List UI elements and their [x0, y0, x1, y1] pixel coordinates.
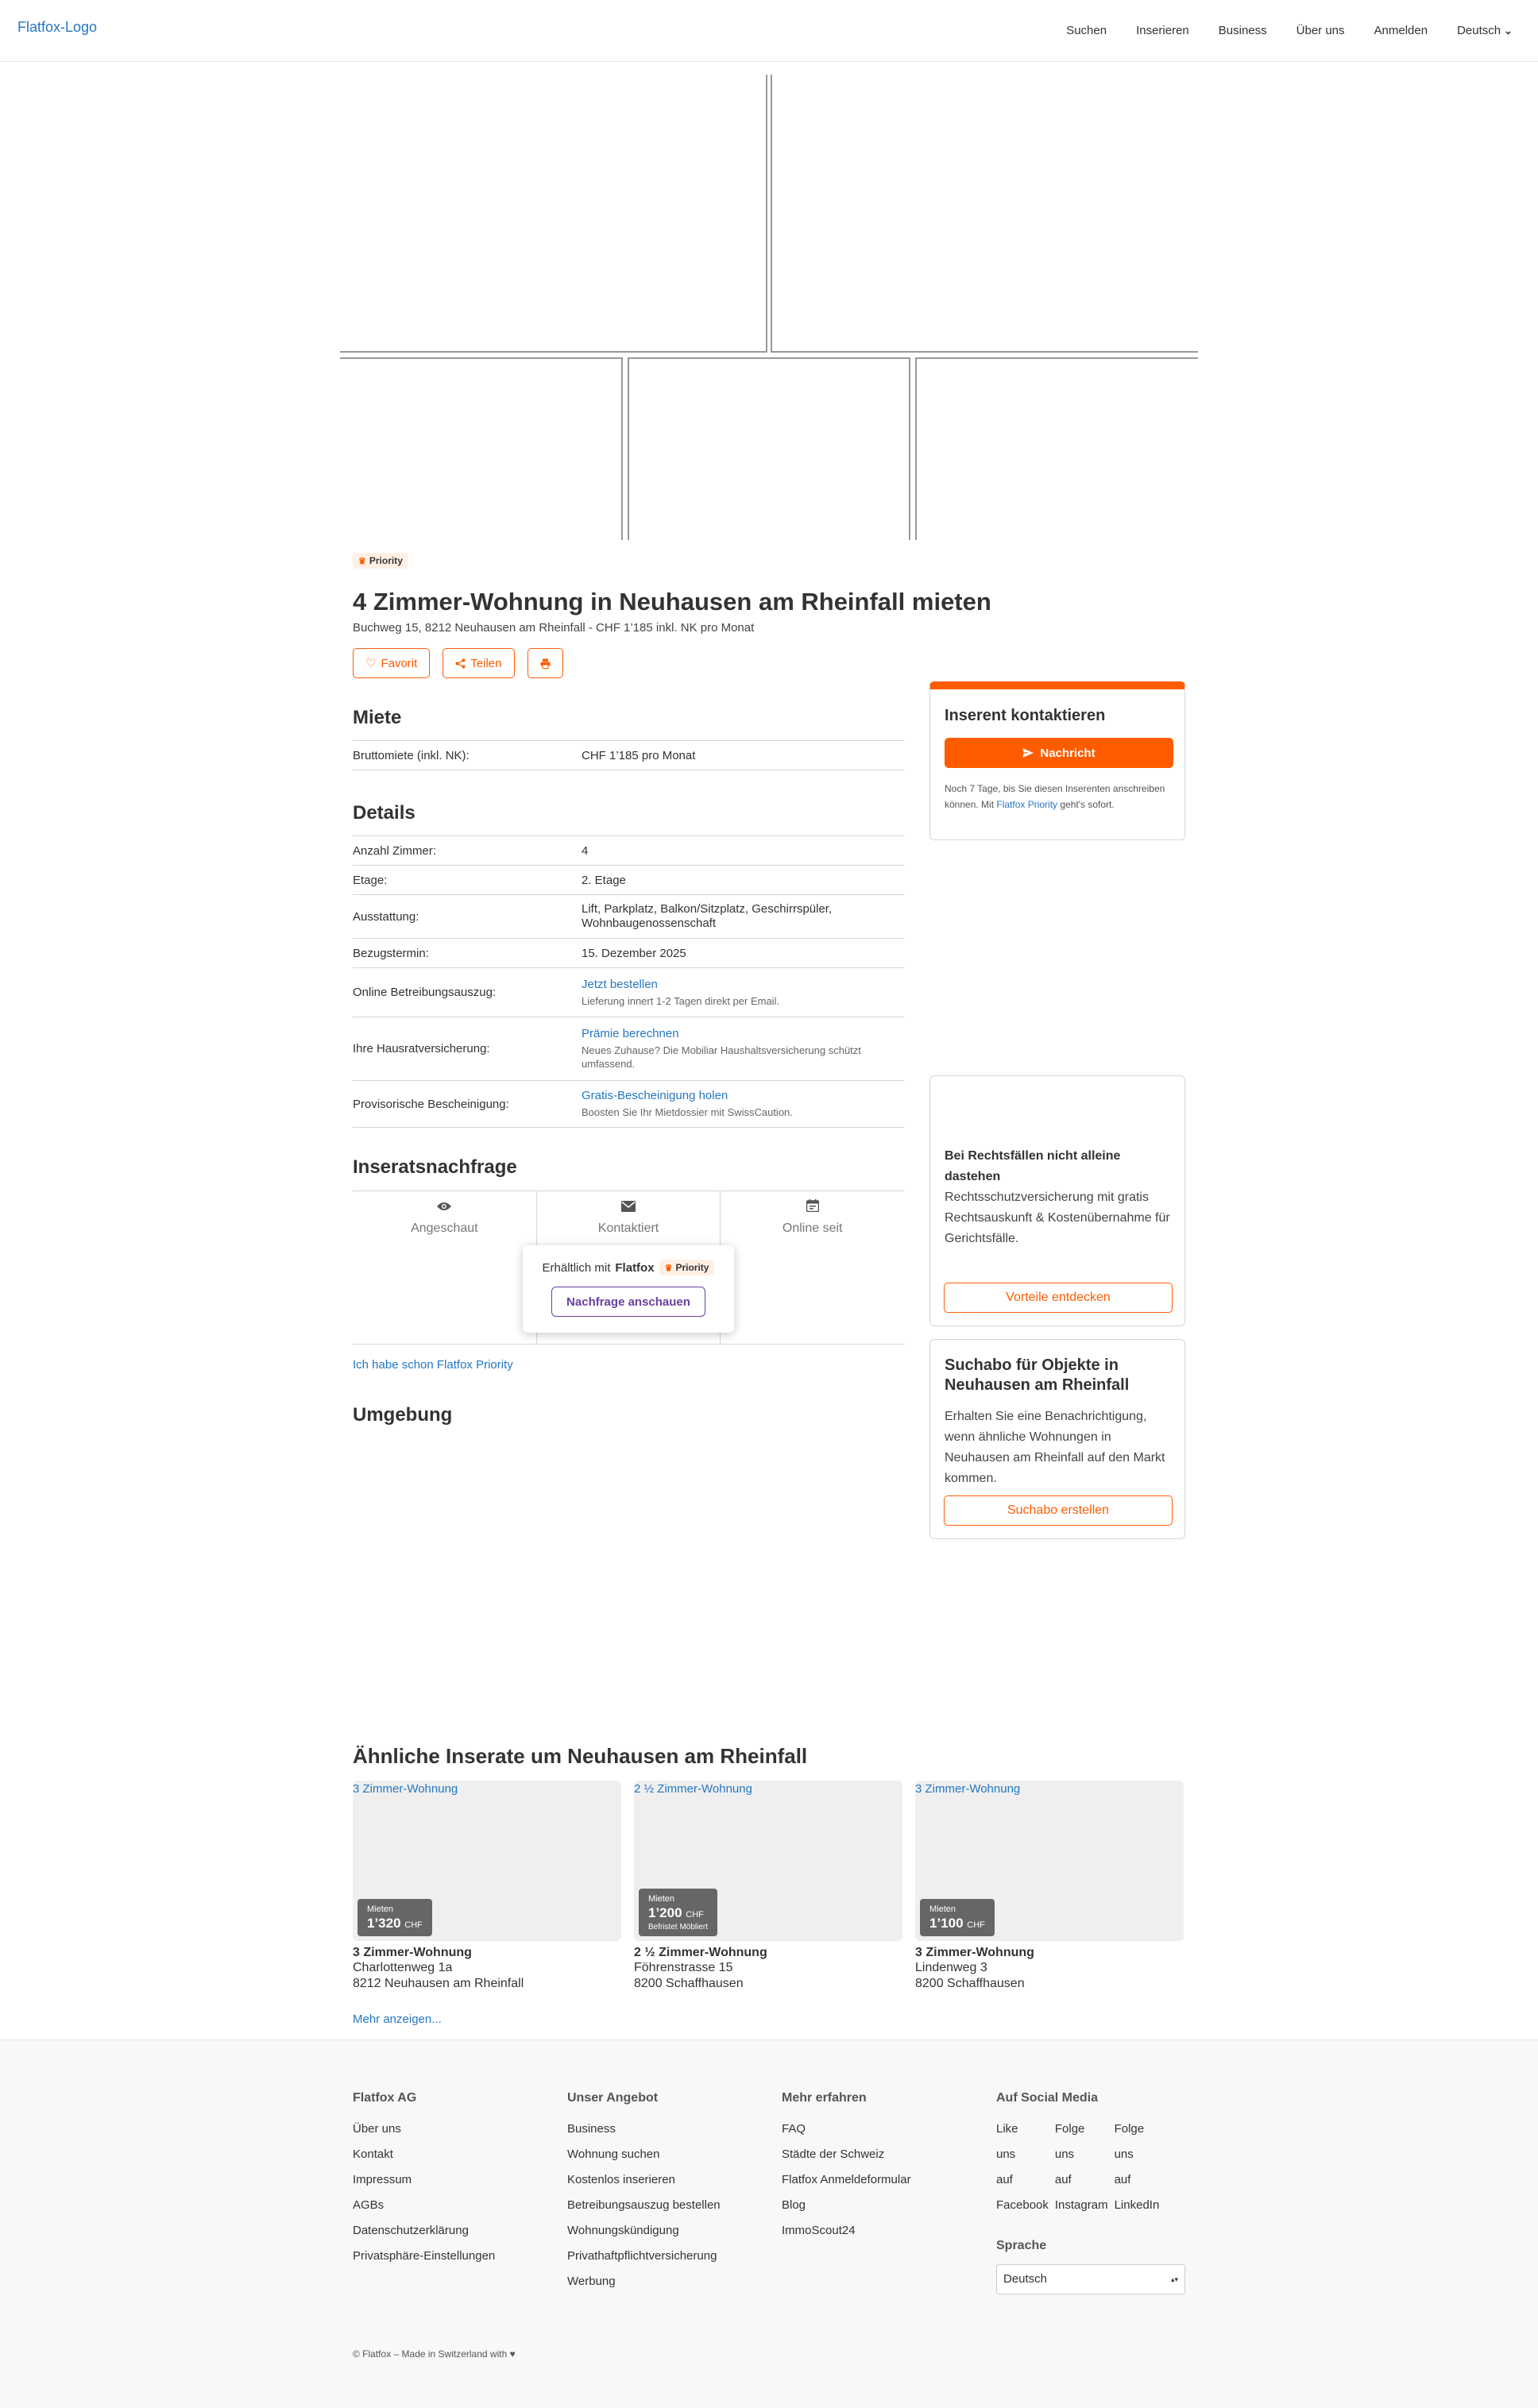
- listing-subtitle: Buchweg 15, 8212 Neuhausen am Rheinfall - CHF 1’185 inkl. NK pro Monat: [353, 621, 755, 635]
- price-currency: CHF: [967, 1920, 985, 1930]
- gallery-photo-2[interactable]: [771, 75, 1198, 353]
- listing-card[interactable]: [915, 1781, 1184, 1992]
- footer-col-title: Flatfox AG: [353, 2091, 417, 2105]
- price-amount: 1’100: [929, 1916, 964, 1931]
- details-title: Details: [353, 802, 415, 824]
- social-word: auf: [1114, 2173, 1131, 2186]
- betreibungsauszug-link[interactable]: Jetzt bestellen: [582, 977, 658, 991]
- price-value: [367, 1916, 423, 1931]
- row-hint: Lieferung innert 1-2 Tagen direkt per Email.: [582, 994, 780, 1007]
- listing-card-image[interactable]: [915, 1781, 1184, 1941]
- table-row: [353, 865, 904, 894]
- stat-label: Angeschaut: [411, 1221, 478, 1235]
- table-row: [353, 938, 904, 967]
- crown-icon: ♛: [358, 556, 366, 566]
- listing-card-street: Charlottenweg 1a: [353, 1961, 453, 1974]
- listing-title: 4 Zimmer-Wohnung in Neuhausen am Rheinfall mieten: [353, 588, 991, 616]
- row-key: Bruttomiete (inkl. NK):: [353, 748, 470, 762]
- footer-link[interactable]: Impressum: [353, 2173, 412, 2186]
- share-label: Teilen: [470, 656, 502, 670]
- social-word: Like: [996, 2122, 1018, 2136]
- crown-icon: ♛: [664, 1263, 673, 1273]
- search-subscription-card: [929, 1339, 1185, 1539]
- footer-col-title: Unser Angebot: [567, 2091, 659, 2105]
- table-row: [353, 1017, 904, 1080]
- row-value: [582, 978, 904, 1008]
- row-key: Bezugstermin:: [353, 946, 429, 960]
- nav-inserieren[interactable]: Inserieren: [1136, 24, 1189, 37]
- priority-popup: [523, 1245, 734, 1333]
- send-icon: [1022, 748, 1034, 758]
- contact-card: [929, 681, 1185, 840]
- listing-card-image[interactable]: [353, 1781, 621, 1941]
- image-alt-text: 3 Zimmer-Wohnung: [915, 1782, 1021, 1796]
- gallery-photo-5[interactable]: [915, 357, 1198, 540]
- row-value: CHF 1’185 pro Monat: [582, 748, 696, 762]
- instagram-link[interactable]: [1055, 2117, 1108, 2218]
- chevron-down-icon: ⌄: [1504, 24, 1513, 37]
- price-value: [929, 1916, 985, 1931]
- price-label: Mieten: [367, 1904, 394, 1914]
- price-amount: 1’200: [648, 1905, 682, 1920]
- priority-badge: [353, 553, 408, 569]
- listing-card[interactable]: [634, 1781, 902, 1992]
- flatfox-logo[interactable]: Flatfox-Logo: [17, 19, 98, 35]
- price-label: Mieten: [648, 1894, 675, 1904]
- discover-benefits-button[interactable]: Vorteile entdecken: [944, 1283, 1173, 1313]
- show-more-link[interactable]: Mehr anzeigen...: [353, 2012, 442, 2026]
- listing-card[interactable]: [353, 1781, 621, 1992]
- language-title: Sprache: [996, 2239, 1047, 2252]
- note-text-end: geht's sofort.: [1057, 799, 1115, 810]
- abo-text: Erhalten Sie eine Benachrichtigung, wenn ähnliche Wohnungen in Neuhausen am Rheinfall auf den Markt kommen.: [945, 1410, 1165, 1485]
- priority-badge-label: Priority: [675, 1262, 709, 1273]
- price-tag: [920, 1899, 995, 1936]
- flatfox-priority-link[interactable]: Flatfox Priority: [996, 799, 1058, 810]
- favorite-button[interactable]: [353, 648, 430, 678]
- social-word: Facebook: [996, 2198, 1049, 2212]
- image-alt-text: 3 Zimmer-Wohnung: [353, 1782, 458, 1796]
- listing-card-city: 8200 Schaffhausen: [915, 1977, 1025, 1990]
- social-word: uns: [996, 2148, 1016, 2161]
- listing-card-title: 3 Zimmer-Wohnung: [353, 1946, 472, 1959]
- listing-card-image[interactable]: [634, 1781, 902, 1941]
- social-word: Folge: [1054, 2122, 1085, 2136]
- nav-suchen[interactable]: Suchen: [1066, 24, 1107, 37]
- similar-title: Ähnliche Inserate um Neuhausen am Rheinfall: [353, 1744, 808, 1768]
- language-dropdown[interactable]: [1457, 24, 1513, 37]
- row-value: 15. Dezember 2025: [582, 946, 686, 960]
- footer-link[interactable]: Datenschutzerklärung: [353, 2224, 469, 2237]
- legal-protection-card: [929, 1075, 1185, 1326]
- listing-actions: [353, 648, 563, 678]
- price-value: [648, 1905, 708, 1921]
- language-label: Deutsch: [1457, 24, 1501, 37]
- heart-icon: ♡: [365, 657, 377, 670]
- nav-business[interactable]: Business: [1218, 24, 1267, 37]
- share-icon: [455, 658, 466, 669]
- similar-listings: [353, 1781, 1185, 1992]
- social-word: auf: [996, 2173, 1013, 2186]
- message-button[interactable]: [945, 738, 1173, 768]
- footer-link[interactable]: Kontakt: [353, 2148, 393, 2161]
- social-word: uns: [1114, 2148, 1134, 2161]
- footer-col-title: Auf Social Media: [996, 2091, 1099, 2105]
- social-word: auf: [1054, 2173, 1072, 2186]
- note-text: Noch 7 Tage, bis Sie diesen Inserenten anschreiben können. Mit: [945, 783, 1165, 810]
- popup-brand: Flatfox: [615, 1260, 655, 1275]
- footer-link[interactable]: Werbung: [567, 2275, 616, 2288]
- legal-text: Rechtsschutzversicherung mit gratis Rechtsauskunft & Kostenübernahme für Gerichtsfälle.: [945, 1190, 1170, 1245]
- legal-title: Bei Rechtsfällen nicht alleine dastehen: [945, 1149, 1121, 1183]
- priority-badge-label: Priority: [369, 555, 403, 566]
- row-hint: Neues Zuhause? Die Mobiliar Haushaltsversicherung schützt umfassend.: [582, 1044, 861, 1070]
- favorite-label: Favorit: [381, 656, 418, 670]
- share-button[interactable]: [442, 648, 514, 678]
- table-row: [353, 1080, 904, 1128]
- view-inquiry-button[interactable]: Nachfrage anschauen: [551, 1287, 705, 1317]
- footer-link[interactable]: Kostenlos inserieren: [567, 2173, 675, 2186]
- gallery-photo-4[interactable]: [628, 357, 910, 540]
- price-tag: [639, 1889, 717, 1936]
- priority-badge: [659, 1260, 715, 1275]
- footer-link[interactable]: Betreibungsauszug bestellen: [567, 2198, 721, 2212]
- stat-viewed: [353, 1191, 537, 1344]
- eye-icon: [353, 1199, 536, 1217]
- create-subscription-button[interactable]: Suchabo erstellen: [944, 1495, 1173, 1526]
- nav-anmelden[interactable]: Anmelden: [1374, 24, 1428, 37]
- site-footer: [0, 2039, 1538, 2408]
- listing-card-city: 8200 Schaffhausen: [634, 1977, 744, 1990]
- popup-line: [523, 1260, 734, 1275]
- listing-card-title: 3 Zimmer-Wohnung: [915, 1946, 1034, 1959]
- hausrat-link[interactable]: Prämie berechnen: [582, 1027, 679, 1040]
- main-nav: [1037, 24, 1513, 37]
- table-row: [353, 740, 904, 770]
- details-table: [353, 835, 904, 1128]
- row-key: Online Betreibungsauszug:: [353, 986, 497, 999]
- footer-link[interactable]: ImmoScout24: [782, 2224, 856, 2237]
- abo-title: Suchabo für Objekte in Neuhausen am Rheinfall: [945, 1356, 1130, 1394]
- row-value: [582, 1089, 904, 1119]
- footer-link[interactable]: Über uns: [353, 2122, 401, 2136]
- social-links: [996, 2117, 1185, 2218]
- image-alt-text: 2 ½ Zimmer-Wohnung: [634, 1782, 752, 1796]
- print-button[interactable]: [527, 648, 563, 678]
- social-word: Folge: [1114, 2122, 1145, 2136]
- footer-link[interactable]: Wohnung suchen: [567, 2148, 660, 2161]
- footer-col-title: Mehr erfahren: [782, 2091, 867, 2105]
- footer-col-learn: [782, 2091, 911, 2244]
- listing-card-title: 2 ½ Zimmer-Wohnung: [634, 1946, 767, 1959]
- language-select-value: Deutsch: [1003, 2272, 1048, 2286]
- footer-link[interactable]: Blog: [782, 2198, 806, 2212]
- facebook-link[interactable]: [996, 2117, 1049, 2218]
- table-row: [353, 967, 904, 1017]
- table-row: [353, 835, 904, 865]
- site-header: [0, 0, 1538, 62]
- surroundings-title: Umgebung: [353, 1404, 453, 1426]
- calendar-icon: [721, 1199, 904, 1217]
- row-value: 2. Etage: [582, 873, 626, 887]
- row-value: Lift, Parkplatz, Balkon/Sitzplatz, Geschirrspüler, Wohnbaugenossenschaft: [582, 902, 833, 930]
- price-extra: Befristet Möbliert: [648, 1923, 709, 1931]
- inquiry-title: Inseratsnachfrage: [353, 1156, 517, 1178]
- price-currency: CHF: [404, 1920, 423, 1930]
- gallery-photo-3[interactable]: [340, 357, 623, 540]
- row-key: Ausstattung:: [353, 909, 419, 924]
- linkedin-link[interactable]: [1115, 2117, 1160, 2218]
- stat-label: Kontaktiert: [597, 1221, 659, 1235]
- popup-text: Erhältlich mit: [542, 1260, 611, 1275]
- language-select[interactable]: [996, 2264, 1185, 2294]
- social-word: uns: [1054, 2148, 1075, 2161]
- listing-card-street: Föhrenstrasse 15: [634, 1961, 733, 1974]
- stat-online-since: [721, 1191, 904, 1344]
- print-icon: [540, 658, 551, 669]
- price-amount: 1’320: [367, 1916, 401, 1931]
- row-value: 4: [582, 843, 589, 858]
- price-label: Mieten: [929, 1904, 956, 1914]
- row-hint: Boosten Sie Ihr Mietdossier mit SwissCaution.: [582, 1106, 793, 1118]
- footer-link[interactable]: Privatsphäre-Einstellungen: [353, 2249, 496, 2263]
- footer-link[interactable]: AGBs: [353, 2198, 384, 2212]
- price-tag: [357, 1899, 432, 1936]
- photo-gallery: [340, 75, 1198, 540]
- row-key: Anzahl Zimmer:: [353, 843, 437, 858]
- footer-link[interactable]: Städte der Schweiz: [782, 2148, 885, 2161]
- row-key: Ihre Hausratversicherung:: [353, 1042, 490, 1055]
- footer-link[interactable]: Business: [567, 2122, 616, 2136]
- message-label: Nachricht: [1040, 746, 1096, 760]
- footer-link[interactable]: Privathaftpflichtversicherung: [567, 2249, 717, 2263]
- nav-ueber-uns[interactable]: Über uns: [1296, 24, 1345, 37]
- listing-card-street: Lindenweg 3: [915, 1961, 987, 1974]
- have-priority-link[interactable]: Ich habe schon Flatfox Priority: [353, 1358, 513, 1372]
- footer-link[interactable]: Flatfox Anmeldeformular: [782, 2173, 911, 2186]
- footer-col-offer: [567, 2091, 721, 2294]
- bescheinigung-link[interactable]: Gratis-Bescheinigung holen: [582, 1089, 728, 1102]
- miete-title: Miete: [353, 707, 402, 728]
- envelope-icon: [537, 1199, 721, 1217]
- footer-link[interactable]: Wohnungskündigung: [567, 2224, 679, 2237]
- contact-title: Inserent kontaktieren: [945, 707, 1106, 724]
- gallery-photo-1[interactable]: [340, 75, 767, 353]
- price-currency: CHF: [686, 1910, 704, 1920]
- footer-link[interactable]: FAQ: [782, 2122, 806, 2136]
- footer-col-company: [353, 2091, 495, 2269]
- listing-card-city: 8212 Neuhausen am Rheinfall: [353, 1977, 524, 1990]
- copyright: © Flatfox – Made in Switzerland with ♥: [353, 2348, 516, 2360]
- row-key: Provisorische Bescheinigung:: [353, 1097, 509, 1111]
- miete-table: [353, 740, 904, 770]
- table-row: [353, 894, 904, 938]
- social-word: Instagram: [1054, 2198, 1108, 2212]
- row-key: Etage:: [353, 873, 388, 887]
- row-value: [582, 1027, 904, 1071]
- select-arrow-icon: ▴▾: [1170, 2275, 1178, 2283]
- social-word: LinkedIn: [1114, 2198, 1160, 2212]
- stat-label: Online seit: [782, 1221, 843, 1235]
- contact-note: [945, 781, 1170, 812]
- footer-col-social: [996, 2091, 1185, 2294]
